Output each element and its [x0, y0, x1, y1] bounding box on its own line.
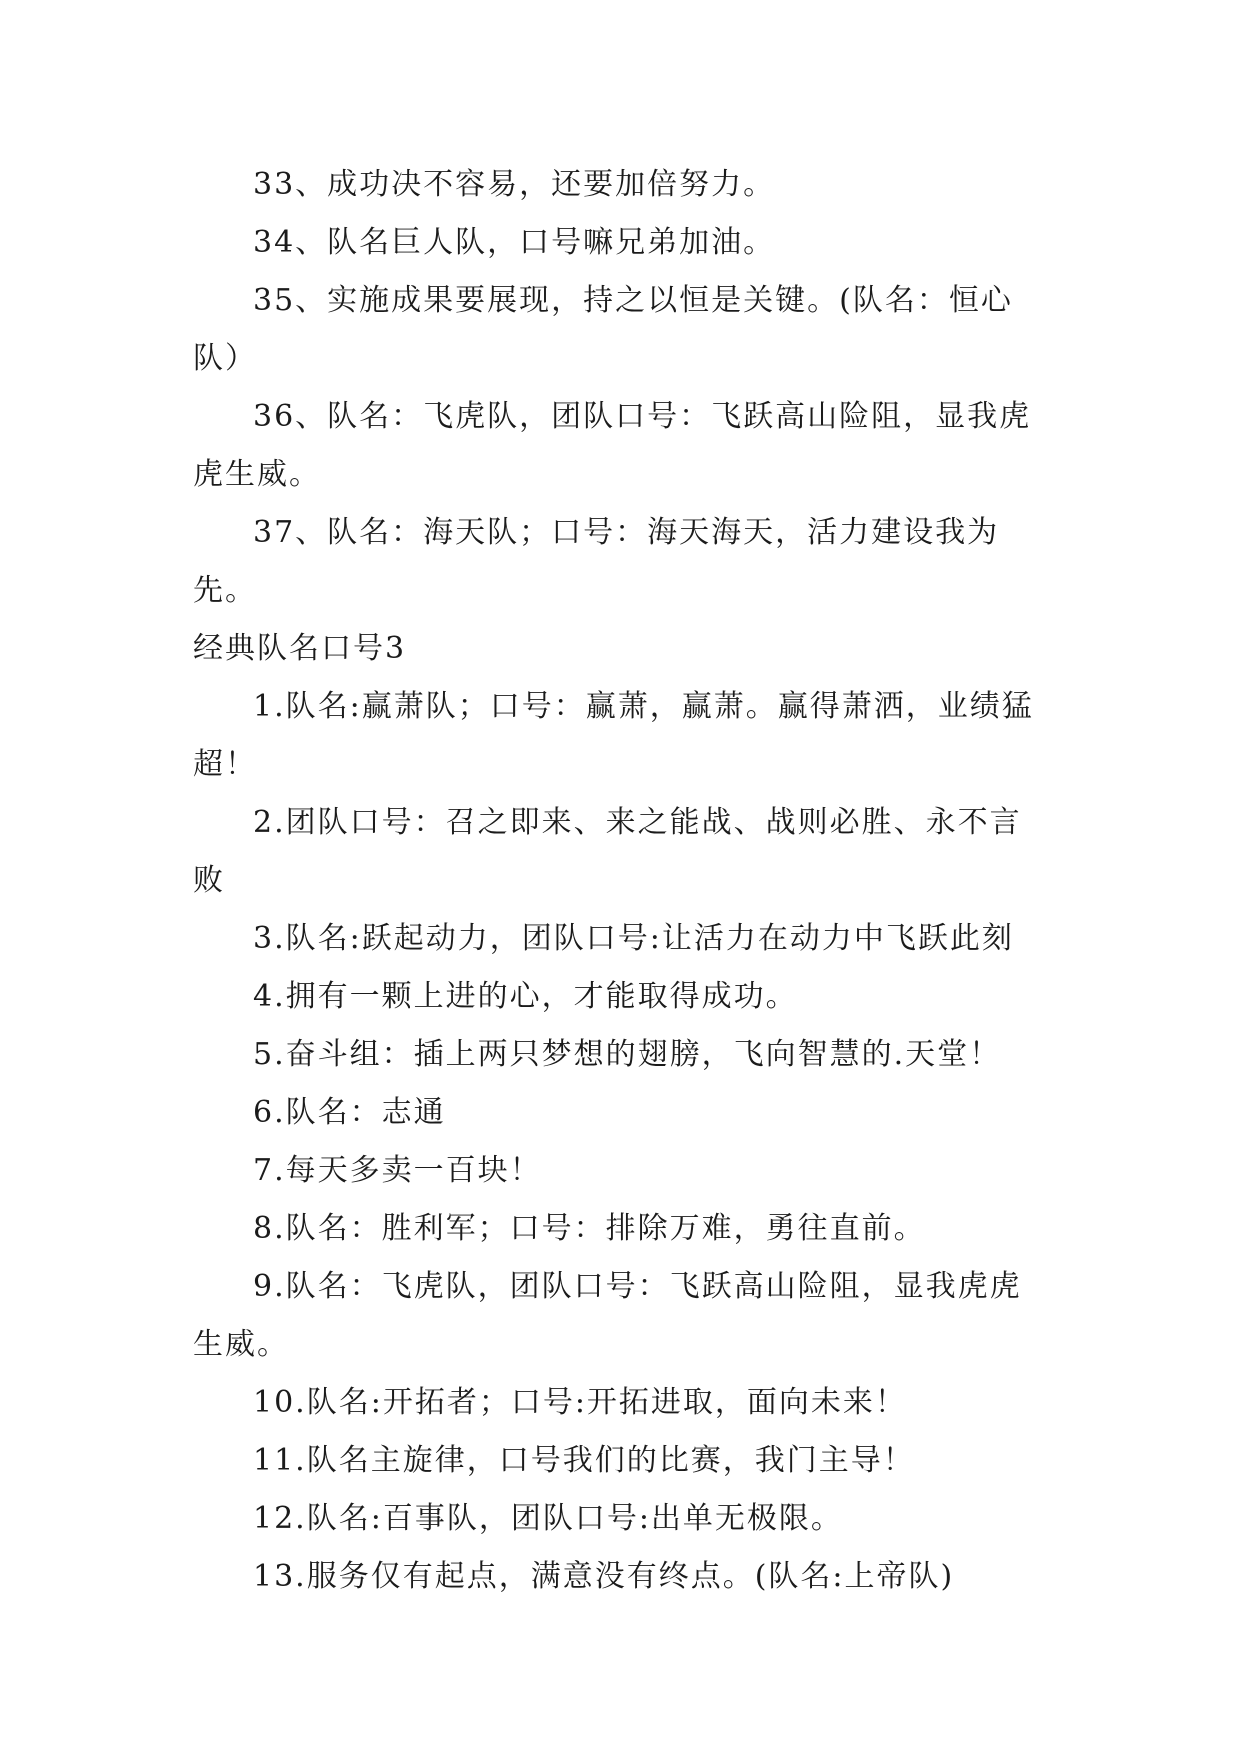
list-item-13: 13.服务仅有起点，满意没有终点。(队名:上帝队) — [253, 1559, 955, 1594]
section-heading: 经典队名口号3 — [193, 631, 407, 666]
paragraph-33: 33、成功决不容易，还要加倍努力。 — [253, 167, 776, 202]
list-item-12: 12.队名:百事队，团队口号:出单无极限。 — [253, 1501, 843, 1536]
list-item-9: 9.队名：飞虎队，团队口号：飞跃高山险阻，显我虎虎生威。 — [193, 1269, 1022, 1362]
list-item-8: 8.队名：胜利军；口号：排除万难，勇往直前。 — [253, 1211, 926, 1246]
paragraph-37: 37、队名：海天队；口号：海天海天，活力建设我为先。 — [193, 515, 1000, 608]
list-item-6: 6.队名：志通 — [253, 1095, 446, 1130]
list-item-4: 4.拥有一颗上进的心，才能取得成功。 — [253, 979, 798, 1014]
list-item-5: 5.奋斗组：插上两只梦想的翅膀，飞向智慧的.天堂！ — [253, 1037, 1002, 1072]
list-item-3: 3.队名:跃起动力，团队口号:让活力在动力中飞跃此刻 — [253, 921, 1014, 956]
list-item-10: 10.队名:开拓者；口号:开拓进取，面向未来！ — [253, 1385, 907, 1420]
paragraph-35: 35、实施成果要展现，持之以恒是关键。(队名：恒心队） — [193, 283, 1013, 376]
paragraph-34: 34、队名巨人队，口号嘛兄弟加油。 — [253, 225, 776, 260]
list-item-11: 11.队名主旋律，口号我们的比赛，我门主导！ — [253, 1443, 915, 1478]
document-body — [193, 156, 1051, 1606]
paragraph-36: 36、队名：飞虎队，团队口号：飞跃高山险阻，显我虎虎生威。 — [193, 399, 1032, 492]
list-item-2: 2.团队口号：召之即来、来之能战、战则必胜、永不言败 — [193, 805, 1022, 898]
list-item-1: 1.队名:赢萧队；口号：赢萧，赢萧。赢得萧洒，业绩猛超！ — [193, 689, 1034, 782]
list-item-7: 7.每天多卖一百块！ — [253, 1153, 542, 1188]
